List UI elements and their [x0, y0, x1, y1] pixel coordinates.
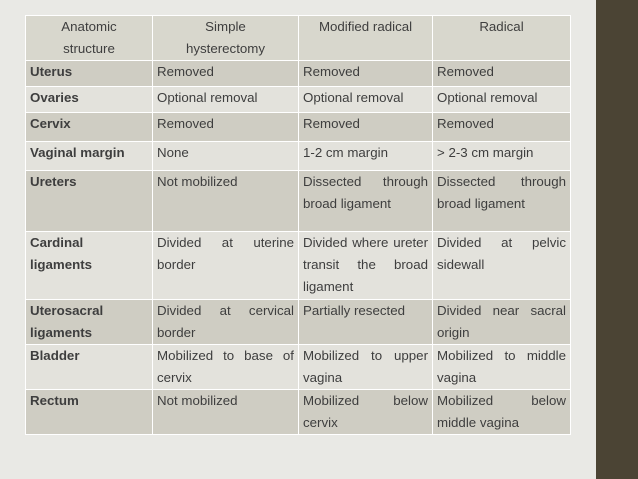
- table-cell: Mobilized below cervix: [299, 390, 433, 435]
- row-label: Ovaries: [26, 87, 153, 113]
- table-cell: Not mobilized: [153, 390, 299, 435]
- table-cell: Partially resected: [299, 300, 433, 345]
- comparison-table-wrapper: [25, 15, 570, 435]
- table-cell: Mobilized to base of cervix: [153, 345, 299, 390]
- header-modified-radical: Modified radical: [299, 16, 433, 61]
- table-cell: > 2-3 cm margin: [433, 142, 571, 171]
- table-cell: Removed: [153, 61, 299, 87]
- row-label: Cervix: [26, 113, 153, 142]
- table-cell: Removed: [153, 113, 299, 142]
- table-cell: Divided where ureter transit the broad ligament: [299, 232, 433, 300]
- row-label: Uterus: [26, 61, 153, 87]
- table-cell: Divided at pelvic sidewall: [433, 232, 571, 300]
- table-cell: Optional removal: [433, 87, 571, 113]
- table-row: [26, 113, 571, 142]
- header-simple-hysterectomy: Simple hysterectomy: [153, 16, 299, 61]
- table-cell: Removed: [433, 61, 571, 87]
- table-cell: Mobilized below middle vagina: [433, 390, 571, 435]
- table-row: [26, 61, 571, 87]
- table-cell: Dissected through broad ligament: [299, 171, 433, 232]
- row-label: Vaginal margin: [26, 142, 153, 171]
- table-cell: Removed: [433, 113, 571, 142]
- table-row: [26, 300, 571, 345]
- header-row: [26, 16, 571, 61]
- table-cell: Not mobilized: [153, 171, 299, 232]
- header-anatomic-structure: Anatomic structure: [26, 16, 153, 61]
- row-label: Uterosacral ligaments: [26, 300, 153, 345]
- table-cell: Optional removal: [153, 87, 299, 113]
- row-label: Rectum: [26, 390, 153, 435]
- table-cell: Removed: [299, 113, 433, 142]
- row-label: Bladder: [26, 345, 153, 390]
- row-label: Cardinal ligaments: [26, 232, 153, 300]
- table-cell: 1-2 cm margin: [299, 142, 433, 171]
- row-label: Ureters: [26, 171, 153, 232]
- table-cell: Mobilized to middle vagina: [433, 345, 571, 390]
- table-row: [26, 232, 571, 300]
- slide-side-band: [596, 0, 638, 479]
- table-row: [26, 171, 571, 232]
- table-cell: Mobilized to upper vagina: [299, 345, 433, 390]
- table-cell: Removed: [299, 61, 433, 87]
- table-row: [26, 345, 571, 390]
- table-cell: Divided near sacral origin: [433, 300, 571, 345]
- table-row: [26, 142, 571, 171]
- table-cell: Divided at uterine border: [153, 232, 299, 300]
- table-cell: Divided at cervical border: [153, 300, 299, 345]
- table-cell: None: [153, 142, 299, 171]
- table-row: [26, 390, 571, 435]
- hysterectomy-comparison-table: [25, 15, 571, 435]
- table-row: [26, 87, 571, 113]
- header-radical: Radical: [433, 16, 571, 61]
- table-cell: Dissected through broad ligament: [433, 171, 571, 232]
- table-cell: Optional removal: [299, 87, 433, 113]
